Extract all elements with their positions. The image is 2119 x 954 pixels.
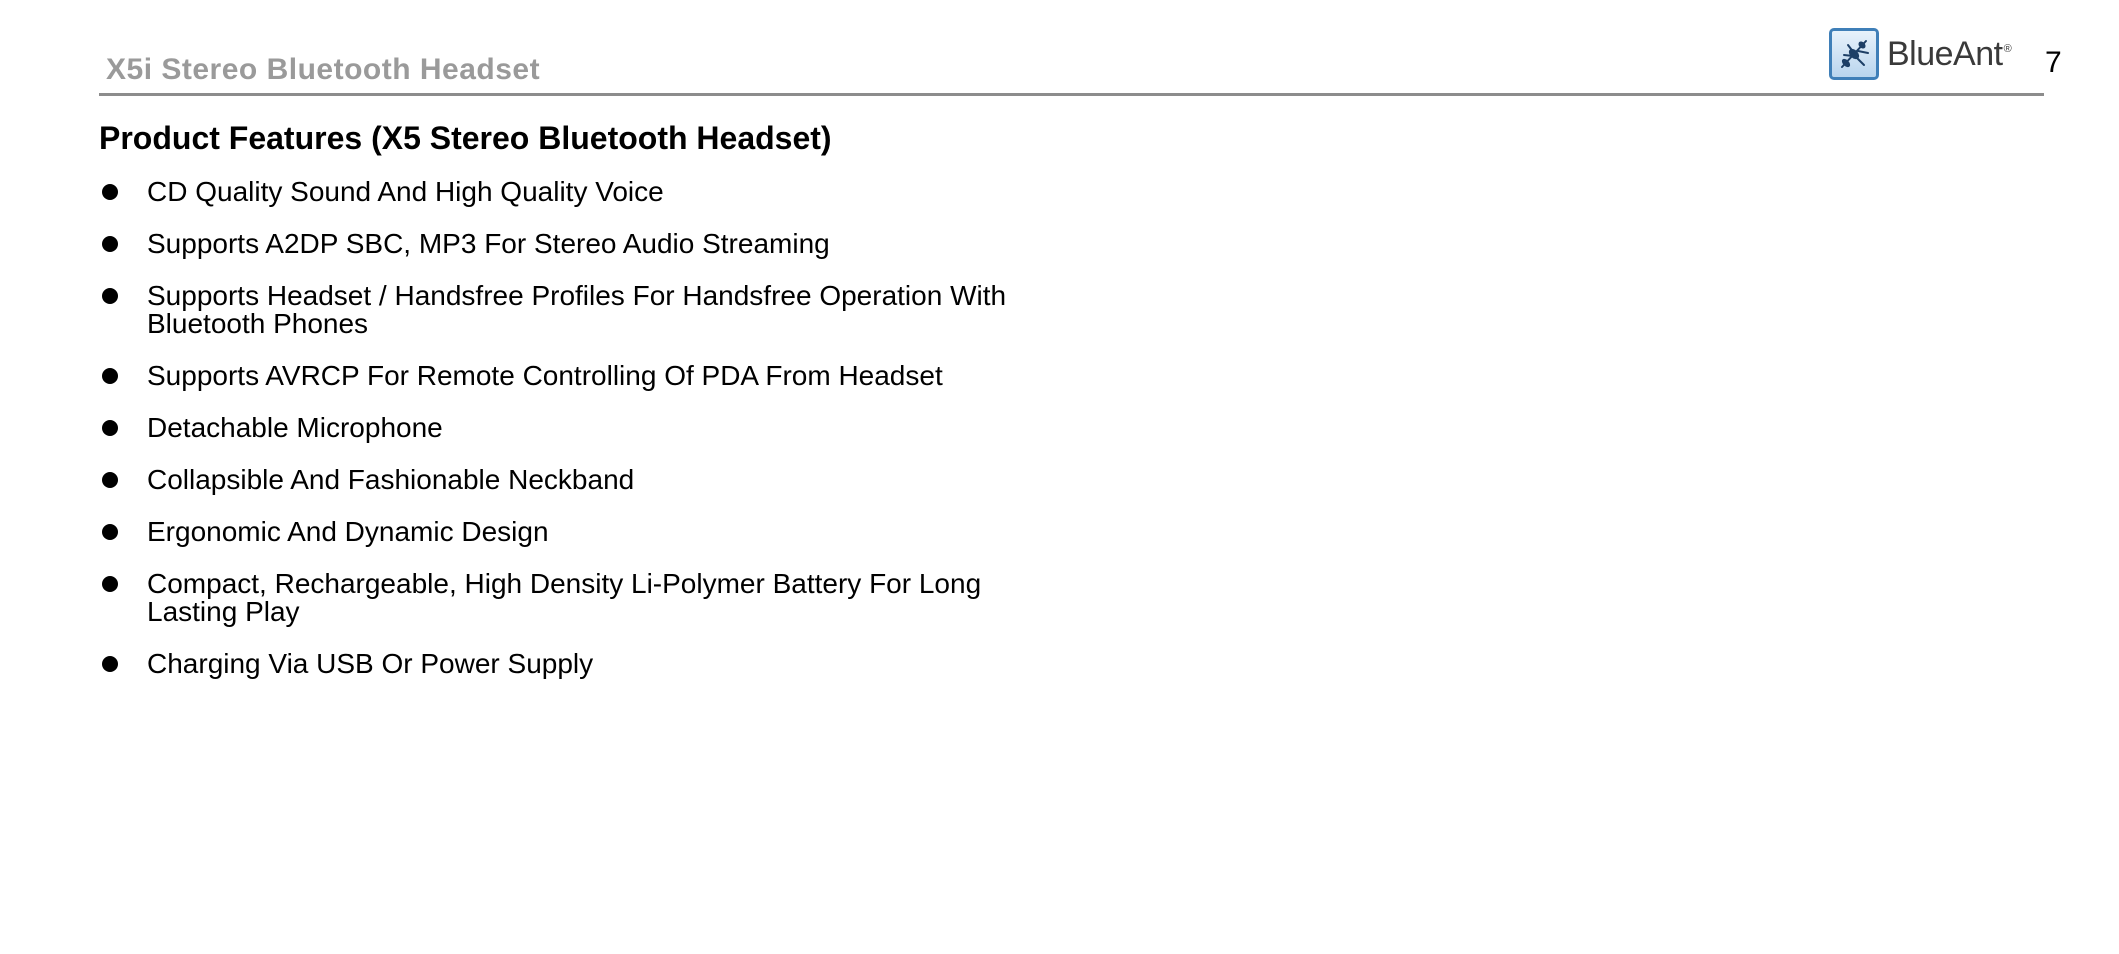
bullet-dot-icon [102,184,118,200]
header-divider [99,93,2044,96]
feature-text: Ergonomic And Dynamic Design [147,516,549,547]
logo-name: BlueAnt [1887,34,2003,73]
feature-text: Supports AVRCP For Remote Controlling Of PDA From Headset [147,360,943,391]
feature-item [99,178,1059,206]
bullet-dot-icon [102,656,118,672]
feature-text: CD Quality Sound And High Quality Voice [147,176,664,207]
feature-item [99,466,1059,494]
feature-text: Supports Headset / Handsfree Profiles For Handsfree Operation With Bluetooth Phones [147,280,1007,339]
bullet-dot-icon [102,420,118,436]
feature-list [99,178,1059,702]
bullet-dot-icon [102,368,118,384]
feature-item [99,414,1059,442]
feature-item [99,282,1059,338]
document-header-title: X5i Stereo Bluetooth Headset [106,53,541,86]
feature-item [99,570,1059,626]
feature-item [99,230,1059,258]
logo-wordmark [1887,35,2011,74]
bullet-dot-icon [102,288,118,304]
feature-item [99,650,1059,678]
feature-text: Detachable Microphone [147,412,443,443]
feature-text: Charging Via USB Or Power Supply [147,648,594,679]
blueant-logo [1829,26,2011,82]
feature-text: Compact, Rechargeable, High Density Li-Polymer Battery For Long Lasting Play [147,568,982,627]
bullet-dot-icon [102,236,118,252]
bullet-dot-icon [102,472,118,488]
feature-text: Collapsible And Fashionable Neckband [147,464,635,495]
bullet-dot-icon [102,576,118,592]
feature-item [99,518,1059,546]
bullet-dot-icon [102,524,118,540]
logo-registered-mark: ® [2003,43,2012,56]
page-number: 7 [2045,46,2062,79]
section-title: Product Features (X5 Stereo Bluetooth Headset) [99,120,832,156]
feature-item [99,362,1059,390]
feature-text: Supports A2DP SBC, MP3 For Stereo Audio Streaming [147,228,830,259]
ant-logo-icon [1829,28,1879,80]
